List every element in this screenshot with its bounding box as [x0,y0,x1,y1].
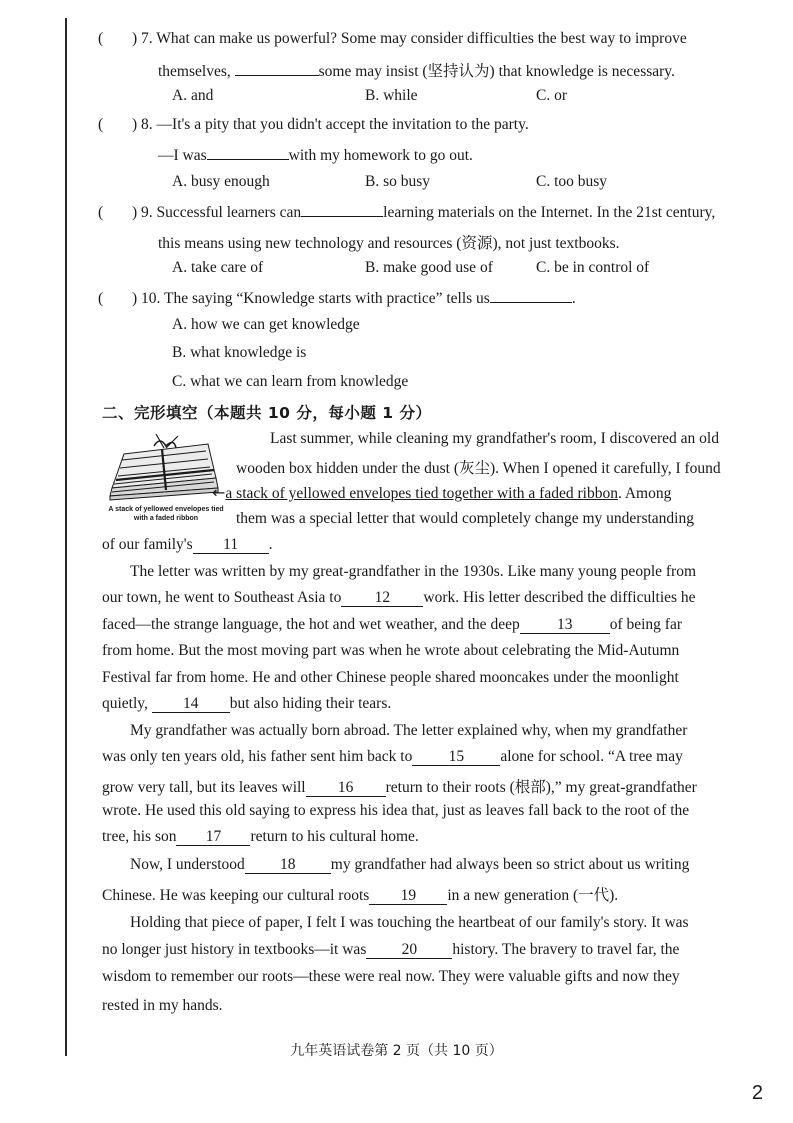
question-8-text: ) 8. —It's a pity that you didn't accept the invitation to the party. [132,116,529,133]
p2-line1: The letter was written by my great-grandfather in the 1930s. Like many young people from [130,563,697,580]
p1-line4: them was a special letter that would completely change my understanding [236,510,694,527]
illustration-caption: A stack of yellowed envelopes tied with a faded ribbon [108,506,224,522]
p2-line6-pre: quietly, [102,695,148,712]
p3-line3-pre: grow very tall, but its leaves will [102,779,306,796]
q8-line2-post: with my homework to go out. [288,147,473,164]
question-9 [98,202,715,222]
p2-line4: from home. But the most moving part was when he wrote about celebrating the Mid-Autumn [102,642,680,659]
p4-line2 [102,883,618,905]
blank-13[interactable]: 13 [520,617,610,634]
answer-paren[interactable]: ( [98,116,104,133]
q10-line1-post: . [571,290,576,307]
question-9-line2: this means using new technology and resources (资源), not just textbooks. [158,235,620,252]
page-number: 2 [751,1082,763,1104]
p1-line2: wooden box hidden under the dust (灰尘). When I opened it carefully, I found [236,460,721,477]
blank-18[interactable]: 18 [245,857,331,874]
answer-paren[interactable]: ( [98,30,104,47]
question-10-option-c[interactable]: C. what we can learn from knowledge [172,373,409,390]
p2-line3-post: of being far [609,616,683,633]
p3-line3 [102,775,697,797]
p4-line2-post: in a new generation (一代). [447,887,619,904]
option-c[interactable]: C. too busy [536,173,608,190]
question-10-option-b[interactable]: B. what knowledge is [172,344,307,361]
underlined-phrase: a stack of yellowed envelopes tied together with a faded ribbon [225,485,618,502]
p2-line6-post: but also hiding their tears. [229,695,392,712]
q7-line2-pre: themselves, [158,63,231,80]
p1-line1: Last summer, while cleaning my grandfather's room, I discovered an old [270,430,719,447]
envelopes-bundle-icon [104,430,222,512]
option-b[interactable]: B. make good use of [365,259,493,276]
margin-line [65,18,67,1056]
question-8-line2 [158,145,473,165]
p3-line2 [102,748,683,766]
p5-line3: wisdom to remember our roots—these were real now. They were valuable gifts and now they [102,968,680,985]
p4-line2-pre: Chinese. He was keeping our cultural roots [102,887,370,904]
p3-line5-post: return to his cultural home. [250,828,419,845]
option-a[interactable]: A. take care of [172,259,264,276]
p2-line3 [102,616,682,634]
q10-blank[interactable] [490,288,572,303]
arrow-left-icon: ← [212,483,226,502]
p5-line2-post: history. The bravery to travel far, the [452,941,680,958]
option-b[interactable]: B. so busy [365,173,431,190]
q10-line1-pre: ) 10. The saying “Knowledge starts with practice” tells us [132,290,490,307]
question-7-text: ) 7. What can make us powerful? Some may consider difficulties the best way to improve [132,30,687,47]
p4-line1 [130,856,689,874]
p3-line2-pre: was only ten years old, his father sent him back to [102,748,413,765]
p4-line1-post: my grandfather had always been so strict about us writing [330,856,690,873]
p2-line2 [102,589,696,607]
answer-paren[interactable]: ( [98,290,104,307]
question-7 [98,30,687,48]
blank-12[interactable]: 12 [341,590,423,607]
question-10 [98,288,576,308]
p2-line2-post: work. His letter described the difficulties he [423,589,696,606]
p5-line2 [102,941,679,959]
p5-line2-pre: no longer just history in textbooks—it was [102,941,367,958]
question-7-line2 [158,59,675,81]
p3-line3-post: return to their roots (根部),” my great-grandfather [385,779,697,796]
question-10-option-a[interactable]: A. how we can get knowledge [172,316,360,333]
q9-line1-post: learning materials on the Internet. In the 21st century, [383,204,716,221]
p3-line4: wrote. He used this old saying to express his idea that, just as leaves fall back to the root of the [102,802,690,819]
option-c[interactable]: C. or [536,87,567,104]
blank-17[interactable]: 17 [176,829,250,846]
p1-line5 [102,536,272,554]
q8-line2-pre: —I was [158,147,207,164]
blank-11[interactable]: 11 [193,537,269,554]
blank-19[interactable]: 19 [369,888,447,905]
section-title: 二、完形填空（本题共 10 分，每小题 1 分） [102,404,432,422]
option-a[interactable]: A. and [172,87,214,104]
p1-line5-pre: of our family's [102,536,193,553]
blank-14[interactable]: 14 [152,696,230,713]
p1-line3-post: . Among [617,485,672,502]
option-c[interactable]: C. be in control of [536,259,650,276]
p3-line5 [102,828,419,846]
p3-line2-post: alone for school. “A tree may [500,748,683,765]
q9-line1-pre: ) 9. Successful learners can [132,204,302,221]
page-footer: 九年英语试卷第 2 页（共 10 页） [290,1043,503,1059]
p3-line1: My grandfather was actually born abroad. The letter explained why, when my grandfather [130,722,688,739]
p5-line4: rested in my hands. [102,997,223,1014]
p2-line6 [102,695,391,713]
blank-15[interactable]: 15 [412,749,500,766]
q7-blank[interactable] [235,61,319,76]
p5-line1: Holding that piece of paper, I felt I was touching the heartbeat of our family's story. It was [130,914,689,931]
p2-line2-pre: our town, he went to Southeast Asia to [102,589,342,606]
p2-line5: Festival far from home. He and other Chinese people shared mooncakes under the moonlight [102,669,679,686]
p1-line3 [212,483,671,503]
p4-line1-pre: Now, I understood [130,856,245,873]
blank-16[interactable]: 16 [306,780,386,797]
q7-line2-post: some may insist (坚持认为) that knowledge is necessary. [318,63,675,80]
p1-line5-post: . [268,536,273,553]
option-a[interactable]: A. busy enough [172,173,270,190]
question-8 [98,116,529,134]
blank-20[interactable]: 20 [366,942,452,959]
q8-blank[interactable] [207,145,289,160]
q9-blank[interactable] [301,202,383,217]
p3-line5-pre: tree, his son [102,828,177,845]
option-b[interactable]: B. while [365,87,418,104]
answer-paren[interactable]: ( [98,204,104,221]
p2-line3-pre: faced—the strange language, the hot and wet weather, and the deep [102,616,520,633]
